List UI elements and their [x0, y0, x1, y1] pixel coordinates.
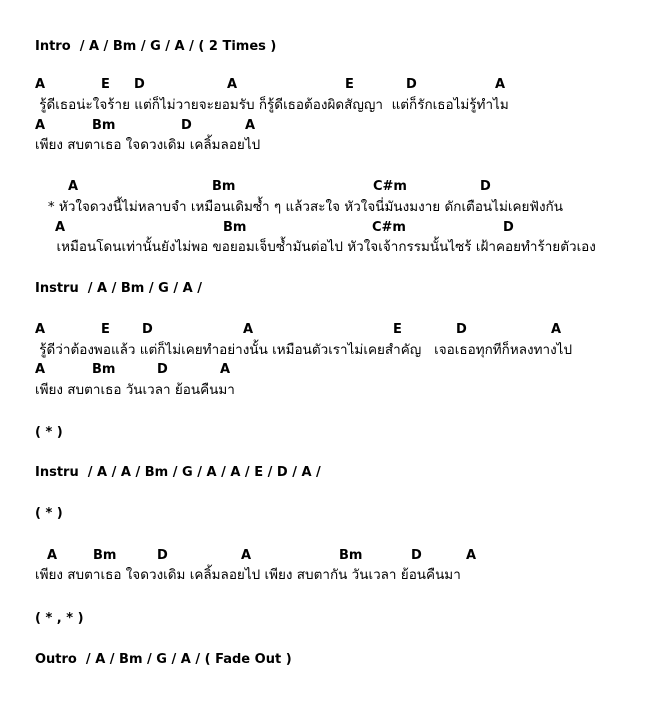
chorus-chords-1	[0, 179, 670, 197]
bridge-lyric-1: เพียง สบตาเธอ ใจดวงเดิม เคลิ้มลอยไป เพียง สบตากัน วันเวลา ย้อนคืนมา	[35, 567, 461, 583]
chord-label: Bm	[339, 548, 363, 563]
chord-label: D	[406, 77, 417, 92]
chord-label: A	[220, 362, 231, 377]
chord-label: Bm	[212, 179, 236, 194]
chorus-lyric-2: เหมือนโดนเท่านั้นยังไม่พอ ขอยอมเจ็บซ้ำมันต่อไป หัวใจเจ้ากรรมนั้นไซร้ เฝ้าคอยทำร้ายตัวเอง	[35, 239, 596, 255]
chord-label: D	[503, 220, 514, 235]
chord-label: A	[241, 548, 252, 563]
chord-label: A	[35, 362, 46, 377]
chord-label: A	[551, 322, 562, 337]
instru-line-1: Instru / A / Bm / G / A /	[35, 281, 202, 296]
chorus-chords-2	[0, 220, 670, 238]
chord-label: A	[35, 118, 46, 133]
chord-label: Bm	[92, 118, 116, 133]
chord-label: D	[411, 548, 422, 563]
repeat-chorus-1: ( * )	[35, 425, 63, 440]
chord-label: A	[243, 322, 254, 337]
verse1-chords-2	[0, 118, 670, 136]
chord-label: D	[480, 179, 491, 194]
chord-label: Bm	[223, 220, 247, 235]
chord-label: Bm	[92, 362, 116, 377]
verse1-chords-1	[0, 77, 670, 95]
chord-label: D	[157, 548, 168, 563]
chord-label: C#m	[372, 220, 406, 235]
intro-line: Intro / A / Bm / G / A / ( 2 Times )	[35, 39, 277, 54]
bridge-chords-1	[0, 548, 670, 566]
chord-label: D	[134, 77, 145, 92]
chord-label: A	[35, 77, 46, 92]
chord-label: D	[456, 322, 467, 337]
chord-label: C#m	[373, 179, 407, 194]
verse2-chords-2	[0, 362, 670, 380]
chord-label: D	[142, 322, 153, 337]
chord-label: E	[345, 77, 354, 92]
chord-label: E	[393, 322, 402, 337]
chord-label: A	[466, 548, 477, 563]
verse2-lyric-2: เพียง สบตาเธอ วันเวลา ย้อนคืนมา	[35, 382, 235, 398]
chord-label: E	[101, 322, 110, 337]
chord-label: Bm	[93, 548, 117, 563]
chord-label: A	[47, 548, 58, 563]
chord-label: D	[157, 362, 168, 377]
chord-label: A	[68, 179, 79, 194]
verse1-lyric-1: รู้ดีเธอน่ะใจร้าย แต่ก็ไม่วายจะยอมรับ ก็รู้ดีเธอต้องผิดสัญญา แต่ก็รักเธอไม่รู้ทำไม	[35, 97, 509, 113]
verse1-lyric-2: เพียง สบตาเธอ ใจดวงเดิม เคลิ้มลอยไป	[35, 137, 261, 153]
chord-label: A	[55, 220, 66, 235]
chord-label: E	[101, 77, 110, 92]
verse2-lyric-1: รู้ดีว่าต้องพอแล้ว แต่ก็ไม่เคยทำอย่างนั้น เหมือนตัวเราไม่เคยสำคัญ เจอเธอทุกทีก็หลงทางไป	[35, 342, 573, 358]
chord-label: D	[181, 118, 192, 133]
chord-label: A	[245, 118, 256, 133]
chord-label: A	[35, 322, 46, 337]
repeat-chorus-2: ( * )	[35, 506, 63, 521]
chord-label: A	[227, 77, 238, 92]
repeat-chorus-twice: ( * , * )	[35, 611, 84, 626]
outro-line: Outro / A / Bm / G / A / ( Fade Out )	[35, 652, 292, 667]
chorus-lyric-1: * หัวใจดวงนี้ไม่หลาบจำ เหมือนเดิมซ้ำ ๆ แล้วสะใจ หัวใจนี่มันงมงาย ดักเตือนไม่เคยฟังกัน	[35, 199, 563, 215]
verse2-chords-1	[0, 322, 670, 340]
chord-label: A	[495, 77, 506, 92]
instru-line-2: Instru / A / A / Bm / G / A / A / E / D / A /	[35, 465, 321, 480]
